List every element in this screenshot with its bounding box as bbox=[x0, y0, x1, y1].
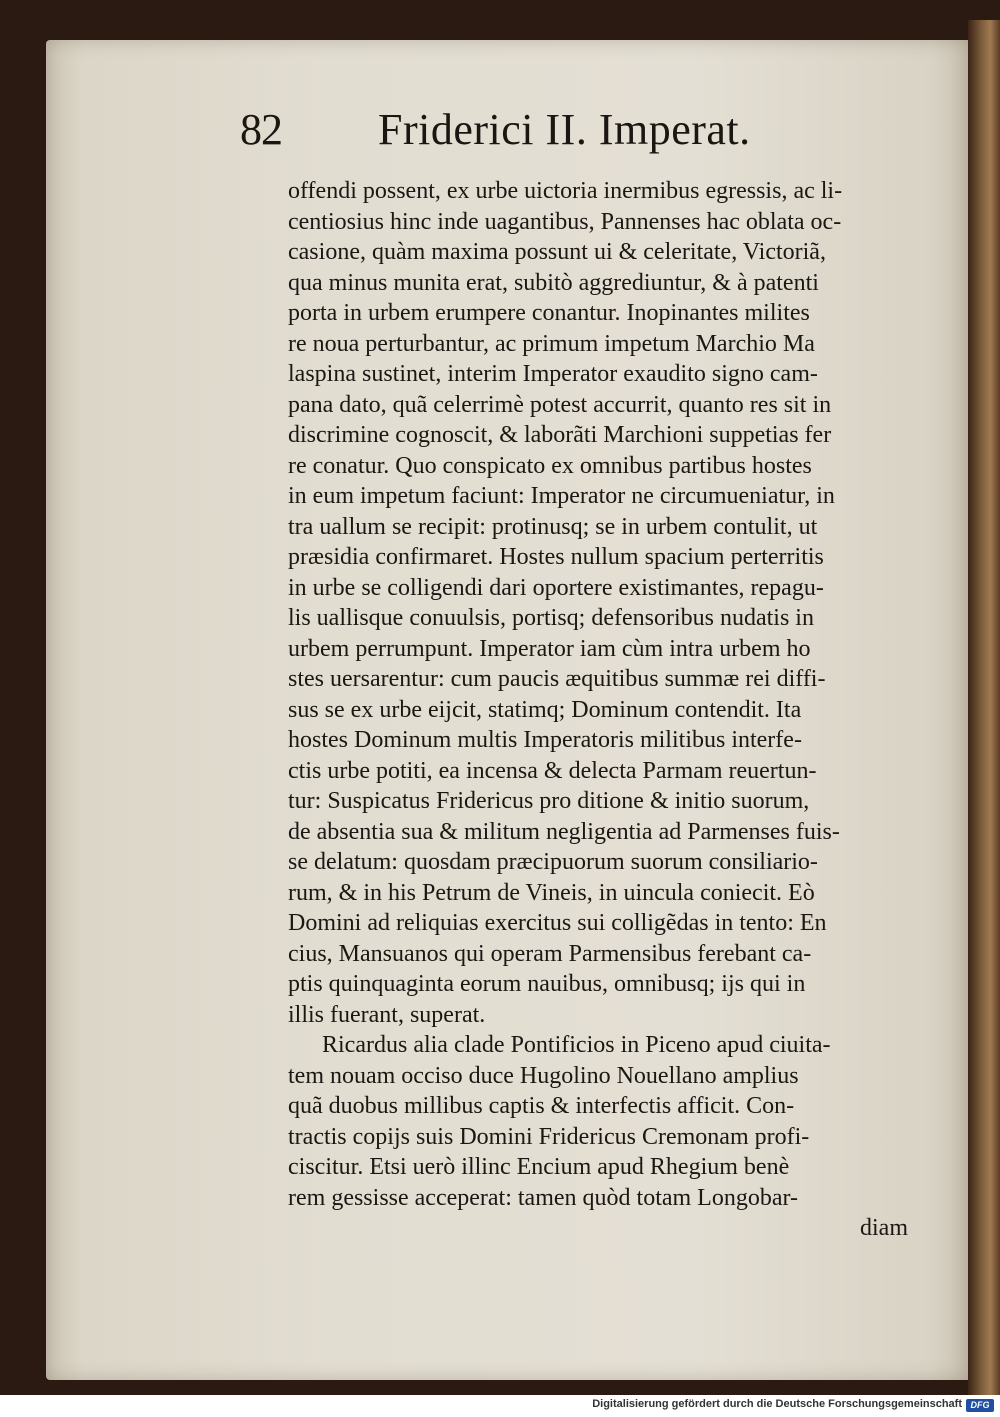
funding-credit: Digitalisierung gefördert durch die Deutsche Forschungsgemeinschaft bbox=[592, 1398, 962, 1410]
text-line: ctis urbe potiti, ea incensa & delecta Parmam reuertun- bbox=[288, 757, 817, 784]
page-header bbox=[240, 78, 840, 168]
text-line: rum, & in his Petrum de Vineis, in uincula coniecit. Eò bbox=[288, 879, 815, 906]
text-line: urbem perrumpunt. Imperator iam cùm intra urbem ho bbox=[288, 635, 811, 662]
body-text bbox=[288, 176, 908, 1244]
text-line: cius, Mansuanos qui operam Parmensibus ferebant ca- bbox=[288, 940, 812, 967]
text-line: centiosius hinc inde uagantibus, Pannenses hac oblata oc- bbox=[288, 208, 842, 235]
text-line: re conatur. Quo conspicato ex omnibus partibus hostes bbox=[288, 452, 812, 479]
text-line: qua minus munita erat, subitò aggrediuntur, & à patenti bbox=[288, 269, 819, 296]
page-number: 82 bbox=[240, 105, 282, 154]
digitization-footer bbox=[0, 1395, 1000, 1417]
text-line: tem nouam occiso duce Hugolino Nouellano amplius bbox=[288, 1062, 799, 1089]
text-line: pana dato, quã celerrimè potest accurrit, quanto res sit in bbox=[288, 391, 832, 418]
text-line: Domini ad reliquias exercitus sui colligẽdas in tento: En bbox=[288, 910, 827, 936]
catchword: diam bbox=[860, 1215, 908, 1241]
text-line: porta in urbem erumpere conantur. Inopinantes milites bbox=[288, 300, 810, 326]
text-line: re noua perturbantur, ac primum impetum Marchio Ma bbox=[288, 330, 815, 357]
text-line: quã duobus millibus captis & interfectis afficit. Con- bbox=[288, 1093, 795, 1119]
text-line: se delatum: quosdam præcipuorum suorum consiliario- bbox=[288, 849, 818, 875]
text-line: sus se ex urbe eijcit, statimq; Dominum contendit. Ita bbox=[288, 696, 802, 723]
text-line: ciscitur. Etsi uerò illinc Encium apud Rhegium benè bbox=[288, 1154, 790, 1180]
text-line: in urbe se colligendi dari oportere existimantes, repagu- bbox=[288, 574, 824, 601]
book-binding-edge bbox=[968, 20, 1000, 1395]
text-line: stes uersarentur: cum paucis æquitibus summæ rei diffi- bbox=[288, 666, 826, 692]
text-line: tra uallum se recipit: protinusq; se in urbem contulit, ut bbox=[288, 513, 818, 540]
text-line: rem gessisse acceperat: tamen quòd totam Longobar- bbox=[288, 1184, 798, 1211]
text-line: in eum impetum faciunt: Imperator ne circumueniatur, in bbox=[288, 483, 835, 509]
text-line: illis fuerant, superat. bbox=[288, 1001, 486, 1028]
running-head: Friderici II. Imperat. bbox=[378, 105, 751, 154]
text-line: laspina sustinet, interim Imperator exaudito signo cam- bbox=[288, 361, 818, 387]
text-line: tur: Suspicatus Fridericus pro ditione & initio suorum, bbox=[288, 788, 810, 814]
text-line: ptis quinquaginta eorum nauibus, omnibusq; ijs qui in bbox=[288, 971, 806, 997]
text-line: tractis copijs suis Domini Fridericus Cremonam profi- bbox=[288, 1123, 810, 1150]
text-line: lis uallisque conuulsis, portisq; defensoribus nudatis in bbox=[288, 605, 814, 631]
text-line: offendi possent, ex urbe uictoria inermibus egressis, ac li- bbox=[288, 178, 843, 204]
text-line: casione, quàm maxima possunt ui & celeritate, Victoriã, bbox=[288, 239, 826, 265]
dfg-logo: DFG bbox=[966, 1399, 994, 1412]
text-line: præsidia confirmaret. Hostes nullum spacium perterritis bbox=[288, 544, 824, 570]
text-line: de absentia sua & militum negligentia ad Parmenses fuis- bbox=[288, 818, 840, 845]
text-line: hostes Dominum multis Imperatoris militibus interfe- bbox=[288, 727, 802, 753]
text-line: discrimine cognoscit, & laborãti Marchioni suppetias fer bbox=[288, 422, 832, 448]
text-line-paragraph-start: Ricardus alia clade Pontificios in Piceno apud ciuita- bbox=[322, 1032, 831, 1058]
